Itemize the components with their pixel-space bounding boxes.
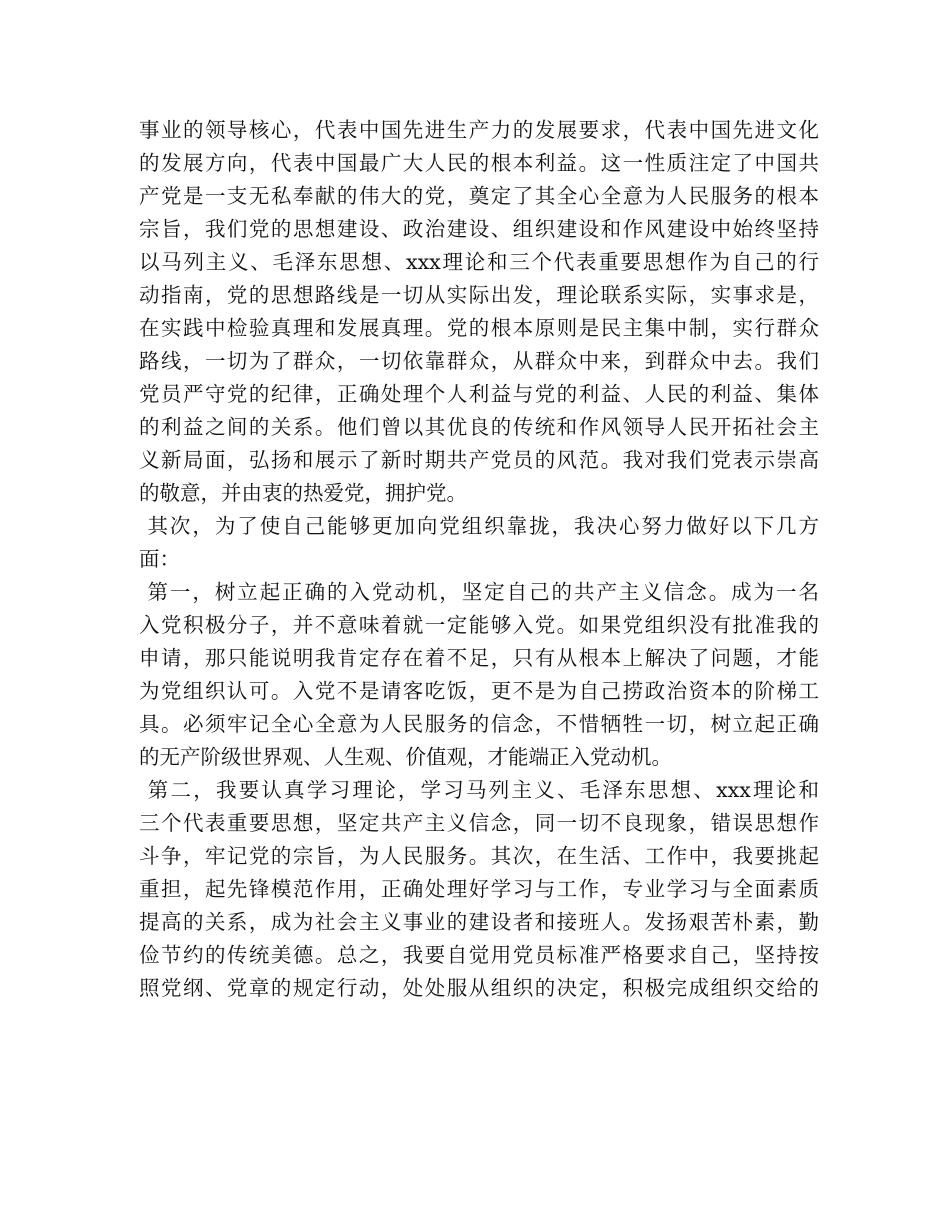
text-line: 在实践中检验真理和发展真理。党的根本原则是民主集中制，实行群众 xyxy=(139,316,819,340)
document-body xyxy=(139,114,819,1005)
text-line: 党员严守党的纪律，正确处理个人利益与党的利益、人民的利益、集体 xyxy=(139,382,819,406)
text-line: 提高的关系，成为社会主义事业的建设者和接班人。发扬艰苦朴素，勤 xyxy=(139,910,819,934)
paragraph-4 xyxy=(139,774,819,1005)
text-line: 第二，我要认真学习理论，学习马列主义、毛泽东思想、xxx理论和 xyxy=(139,778,819,802)
text-line: 的敬意，并由衷的热爱党，拥护党。 xyxy=(139,481,467,505)
text-line: 重担，起先锋模范作用，正确处理好学习与工作，专业学习与全面素质 xyxy=(139,877,819,901)
text-line: 的无产阶级世界观、人生观、价值观，才能端正入党动机。 xyxy=(139,745,672,769)
text-line: 动指南，党的思想路线是一切从实际出发，理论联系实际，实事求是， xyxy=(139,283,819,307)
text-line: 以马列主义、毛泽东思想、xxx理论和三个代表重要思想作为自己的行 xyxy=(139,250,819,274)
text-line: 照党纲、党章的规定行动，处处服从组织的决定，积极完成组织交给的 xyxy=(139,976,819,1000)
text-line: 路线，一切为了群众，一切依靠群众，从群众中来，到群众中去。我们 xyxy=(139,349,819,373)
paragraph-3 xyxy=(139,576,819,774)
text-line: 斗争，牢记党的宗旨，为人民服务。其次，在生活、工作中，我要挑起 xyxy=(139,844,819,868)
paragraph-1 xyxy=(139,114,819,510)
text-line: 具。必须牢记全心全意为人民服务的信念，不惜牺牲一切，树立起正确 xyxy=(139,712,819,736)
text-line: 产党是一支无私奉献的伟大的党，奠定了其全心全意为人民服务的根本 xyxy=(139,184,819,208)
text-line: 入党积极分子，并不意味着就一定能够入党。如果党组织没有批准我的 xyxy=(139,613,819,637)
text-line: 第一，树立起正确的入党动机，坚定自己的共产主义信念。成为一名 xyxy=(139,580,819,604)
text-line: 俭节约的传统美德。总之，我要自觉用党员标准严格要求自己，坚持按 xyxy=(139,943,819,967)
text-line: 面： xyxy=(139,547,180,571)
text-line: 宗旨，我们党的思想建设、政治建设、组织建设和作风建设中始终坚持 xyxy=(139,217,819,241)
paragraph-2 xyxy=(139,510,819,576)
text-line: 的发展方向，代表中国最广大人民的根本利益。这一性质注定了中国共 xyxy=(139,151,819,175)
text-line: 为党组织认可。入党不是请客吃饭，更不是为自己捞政治资本的阶梯工 xyxy=(139,679,819,703)
text-line: 三个代表重要思想，坚定共产主义信念，同一切不良现象，错误思想作 xyxy=(139,811,819,835)
text-line: 义新局面，弘扬和展示了新时期共产党员的风范。我对我们党表示崇高 xyxy=(139,448,819,472)
text-line: 的利益之间的关系。他们曾以其优良的传统和作风领导人民开拓社会主 xyxy=(139,415,819,439)
text-line: 申请，那只能说明我肯定存在着不足，只有从根本上解决了问题，才能 xyxy=(139,646,819,670)
text-line: 其次，为了使自己能够更加向党组织靠拢，我决心努力做好以下几方 xyxy=(139,514,819,538)
text-line: 事业的领导核心，代表中国先进生产力的发展要求，代表中国先进文化 xyxy=(139,118,819,142)
